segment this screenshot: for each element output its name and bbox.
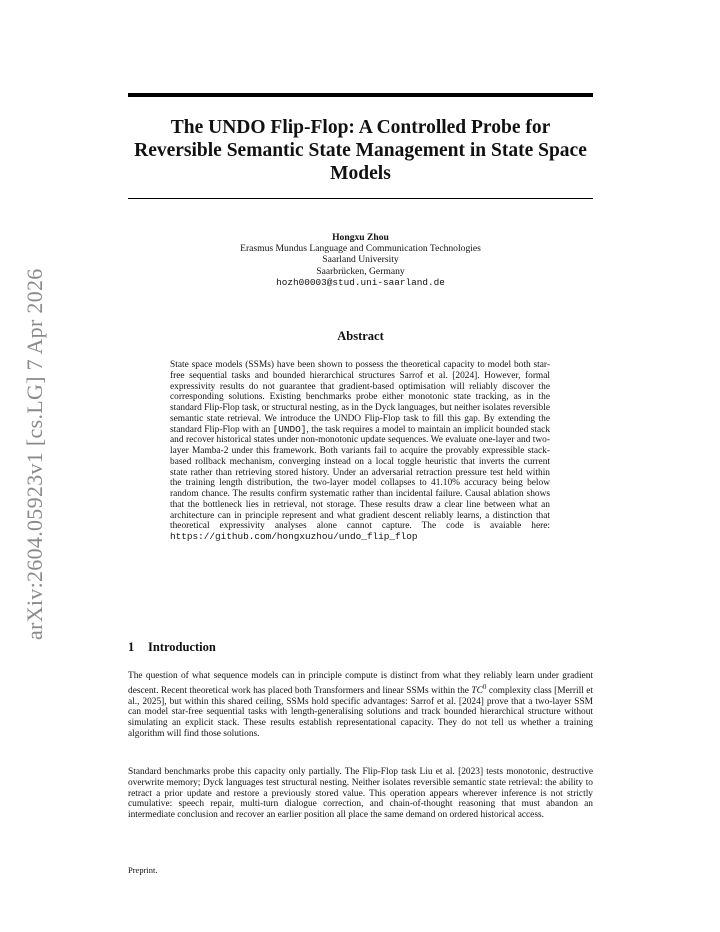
tc-superscript: 0	[482, 682, 487, 691]
preprint-footer: Preprint.	[128, 865, 158, 875]
intro-paragraph-1	[128, 671, 593, 740]
author-block	[128, 232, 593, 288]
abstract-heading: Abstract	[337, 329, 384, 343]
paper-title: The UNDO Flip-Flop: A Controlled Probe for Reversible Semantic State Management in State Space Models	[134, 117, 587, 184]
title-bottom-rule	[128, 198, 593, 199]
arxiv-identifier: arXiv:2604.05923v1 [cs.LG] 7 Apr 2026	[22, 268, 47, 640]
intro-paragraph-2: Standard benchmarks probe this capacity only partially. The Flip-Flop task Liu et al. [2023] tests monotonic, destructive overwrite memory; Dyck languages test structural nesting. Neither isolates reversible semantic state retrieval: the ability to retract a prior update and restore a previously stored value. This operation appears wherever inference is not strictly cumulative: speech repair, multi-turn dialogue correction, and chain-of-thought reasoning that must abandon an intermediate conclusion and recover an earlier position all place the same demand on ordered historical access.	[128, 767, 593, 820]
code-link[interactable]: https://github.com/hongxuzhou/undo_flip_flop	[170, 531, 418, 542]
affiliation-line: Saarland University	[322, 254, 399, 266]
abstract-text: , the task requires a model to maintain an implicit bounded stack and recover historical states under non-monotonic update sequences. We evaluate one-layer and two-layer Mamba-2 under this framework. Both variants fail to acquire the provably expressible stack-based rollback mechanism, converging instead on a local toggle heuristic that inverts the current state rather than retrieving stored history. Under an adversarial retraction pressure test held within the training length distribution, the two-layer model collapses to 41.10% accuracy being below random chance. The results confirm systematic rather than incidental failure. Causal ablation shows that the bottleneck lies in retrieval, not storage. These results draw a clear line between what an architecture can in principle represent and what gradient descent reliably learns, a distinction that theoretical expressivity analyses alone cannot capture. The code is avaiable here:	[170, 424, 551, 532]
section-heading	[128, 640, 593, 655]
affiliation-line: Erasmus Mundus Language and Communication Technologies	[240, 243, 481, 255]
section-title: Introduction	[148, 640, 216, 654]
section-number: 1	[128, 640, 135, 654]
abstract-text: State space models (SSMs) have been shown to possess the theoretical capacity to model both star-free sequential tasks and bounded hierarchical structures Sarrof et al. [2024]. However, formal expressivity results do not guarantee that gradient-based optimisation will reliably discover the corresponding solutions. Existing benchmarks probe either monotonic state tracking, as in the standard Flip-Flop task, or structural nesting, as in the Dyck languages, but neither isolates reversible semantic state retrieval. We introduce the UNDO Flip-Flop task to fill this gap. By extending the standard Flip-Flop with an	[170, 360, 550, 435]
paragraph-text: complexity class [Merrill et al., 2025], but within this shared ceiling, SSMs hold specific advantages: Sarrof et al. [2024] prove that a two-layer SSM can model star-free sequential tasks with length-generalising solutions and track bounded hierarchical structure without simulating an explicit stack. These results establish representational capacity. They do not tell us whether a training algorithm will find those solutions.	[128, 685, 593, 739]
affiliation-line: Saarbrücken, Germany	[316, 265, 405, 277]
paragraph-text: The question of what sequence models can in principle compute is distinct from what they reliably learn under gradient descent. Recent theoretical work has placed both Transformers and linear SSMs within the	[128, 671, 593, 696]
tc-symbol: TC	[471, 685, 483, 696]
author-name: Hongxu Zhou	[332, 232, 389, 243]
title-top-rule	[128, 93, 593, 97]
author-email[interactable]: hozh00003@stud.uni-saarland.de	[276, 276, 445, 288]
abstract-body	[170, 360, 550, 543]
undo-token: [UNDO]	[272, 423, 307, 435]
